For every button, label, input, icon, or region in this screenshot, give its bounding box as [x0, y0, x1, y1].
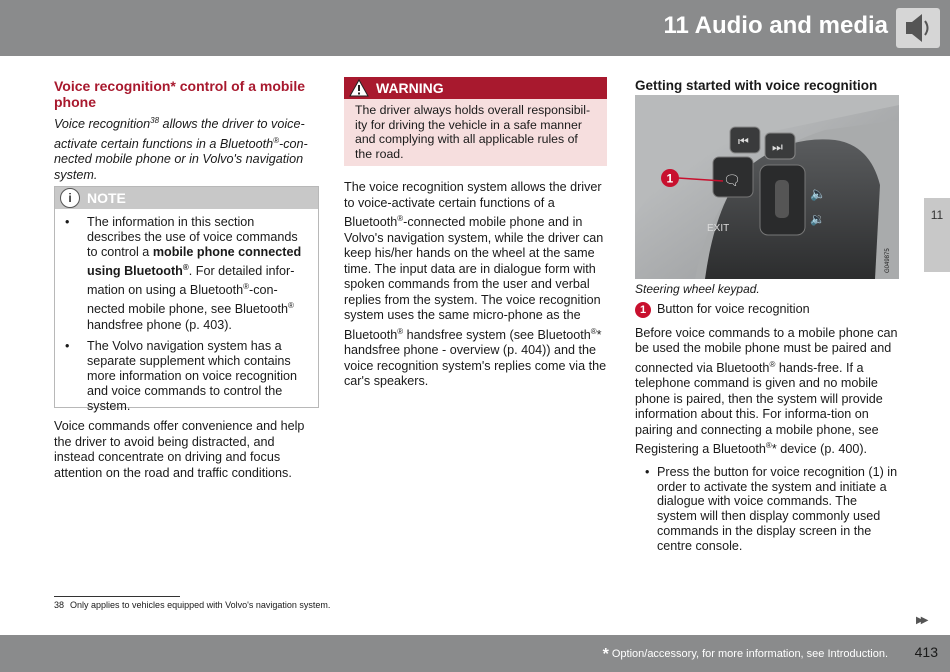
intro-paragraph: Voice recognition$^{38}$ allows the driver to voice-activate certain functions in a Bluetooth®-con-nected mobile phone or in Volvo's navigation system.: [54, 116, 308, 182]
middle-column: [344, 180, 607, 390]
warning-text: The driver always holds overall responsibil-ity for driving the vehicle in a safe manner and complying with all applicable rules of the road.: [355, 103, 591, 161]
note-header: [55, 187, 318, 209]
svg-text:🗨: 🗨: [723, 173, 741, 189]
callout-number: 1: [666, 171, 674, 186]
right-heading-wrap: [635, 78, 900, 94]
note-label: NOTE: [87, 190, 126, 206]
chapter-tab-label: 11: [930, 208, 944, 222]
note-bullet: • The information in this section describes the use of voice commands to control a mobile phone connected using Bluetooth®. For detailed infor-mation on using a Bluetooth®-con-nected mobile phone, see Bluetooth® handsfree phone (p. 403).: [55, 215, 310, 333]
legend-text: Button for voice recognition: [657, 301, 810, 316]
next-page-arrows-icon[interactable]: ▶▶: [916, 615, 926, 626]
svg-text:⏮: ⏮: [738, 134, 749, 148]
steering-wheel-keypad-image: [635, 95, 899, 279]
chapter-header: [0, 0, 950, 56]
footnote-rule: [54, 596, 180, 597]
footer-note: * Option/accessory, for more information, see Introduction.: [602, 646, 888, 663]
subsection-heading: Getting started with voice recognition: [635, 78, 878, 93]
speaker-icon: [896, 8, 940, 48]
svg-text:🔈: 🔈: [810, 187, 827, 202]
left-outro: [54, 419, 317, 481]
chapter-tab[interactable]: [924, 198, 950, 272]
steering-wheel-photo: [635, 95, 899, 279]
footnote: 38 Only applies to vehicles equipped with Volvo's navigation system.: [54, 600, 331, 610]
warning-box: [344, 77, 607, 166]
svg-text:⏭: ⏭: [772, 140, 783, 154]
svg-text:🔉: 🔉: [810, 212, 825, 226]
pairing-paragraph: Before voice commands to a mobile phone can be used the mobile phone must be paired and connected via Bluetooth® hands-free. If a telephone command is given and no mobile phone is paired, then the system will provide information about this. For informa-tion on pairing and connecting a mobile phone, see Registering a Bluetooth®* device (p. 400).: [635, 325, 898, 457]
section-heading: Voice recognition* control of a mobile phone: [54, 78, 305, 110]
legend-number-badge: 1: [635, 302, 651, 318]
legend-item: [635, 302, 900, 318]
right-column: [635, 282, 900, 554]
instruction-bullet: • Press the button for voice recognition (1) in order to activate the system and initiate a dialogue with voice commands. The system will then display commonly used commands in the display screen in the centre console.: [635, 465, 900, 554]
page-number: 413: [914, 644, 938, 660]
page-footer: [0, 635, 950, 672]
warning-header: [344, 77, 607, 99]
warning-icon: [349, 79, 369, 97]
body-paragraph: The voice recognition system allows the driver to voice-activate certain functions of a Bluetooth®-connected mobile phone and in Volvo's navigation system, while the driver can keep his/her hands on the wheel at the same time. The input data are in dialogue form with spoken commands from the user and verbal replies from the system. The voice recognition system uses the same micro-phone as the Bluetooth® handsfree system (see Bluetooth®* handsfree phone - overview (p. 404)) and the voice recognition system's replies come via the car's speakers.: [344, 180, 607, 389]
info-icon: i: [60, 188, 80, 208]
warning-label: WARNING: [376, 80, 444, 96]
outro-paragraph: Voice commands offer convenience and help the driver to avoid being distracted, and instead concentrate on driving and focus attention on the road and traffic conditions.: [54, 419, 305, 480]
note-bullet: • The Volvo navigation system has a separate supplement which contains more information on voice recognition and voice commands to control the system.: [55, 339, 310, 414]
chapter-title: 11 Audio and media: [663, 12, 888, 39]
image-code: G049875: [885, 248, 891, 273]
left-column: [54, 78, 317, 183]
exit-label: EXIT: [707, 223, 730, 234]
note-box: [54, 186, 319, 413]
image-caption: Steering wheel keypad.: [635, 282, 760, 296]
